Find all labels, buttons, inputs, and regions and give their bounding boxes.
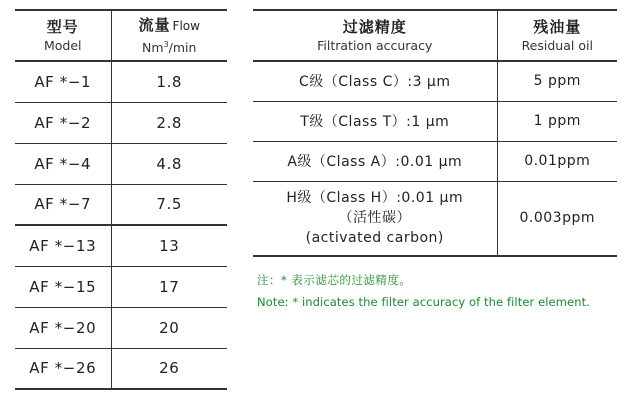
grade-cell: C级（Class C）:3 μm (253, 61, 497, 101)
oil-header-en: Residual oil (521, 37, 593, 53)
grade-cell-multiline (253, 181, 497, 256)
flow-cell: 17 (111, 266, 227, 307)
table-row (15, 184, 227, 225)
oil-cell: 0.01ppm (497, 141, 617, 181)
accuracy-header-cn: 过滤精度 (342, 17, 407, 36)
table-row (253, 181, 617, 256)
accuracy-header-en: Filtration accuracy (317, 37, 433, 53)
note-en: Note: * indicates the filter accuracy of the filter element. (257, 295, 590, 309)
flow-unit (112, 37, 228, 56)
model-header-en: Model (43, 37, 82, 53)
flow-header (111, 10, 227, 61)
accuracy-table-header-row (253, 10, 617, 61)
table-row (15, 225, 227, 266)
flow-header-title (112, 16, 228, 35)
table-row (15, 143, 227, 184)
flow-cell: 13 (111, 225, 227, 266)
flow-unit-post: /min (168, 39, 197, 55)
flow-unit-sup: 3 (163, 39, 169, 49)
flow-cell: 26 (111, 348, 227, 389)
grade-line-1: H级（Class H）:0.01 μm (286, 190, 464, 207)
model-cell: AF *−13 (15, 225, 111, 266)
grade-cell: A级（Class A）:0.01 μm (253, 141, 497, 181)
oil-cell: 5 ppm (497, 61, 617, 101)
grade-cell: T级（Class T）:1 μm (253, 101, 497, 141)
flow-cell: 4.8 (111, 143, 227, 184)
oil-cell: 0.003ppm (497, 181, 617, 256)
model-header-cn: 型号 (46, 17, 79, 36)
model-cell: AF *−7 (15, 184, 111, 225)
model-header (15, 10, 111, 61)
flow-header-en: Flow (172, 18, 200, 33)
flow-header-cn: 流量 (138, 15, 171, 34)
model-table-header-row (15, 10, 227, 61)
model-cell: AF *−4 (15, 143, 111, 184)
note-cn: 注：* 表示滤芯的过滤精度。 (257, 273, 412, 287)
table-row (253, 61, 617, 101)
model-cell: AF *−20 (15, 307, 111, 348)
flow-cell: 2.8 (111, 102, 227, 143)
model-cell: AF *−2 (15, 102, 111, 143)
model-cell: AF *−26 (15, 348, 111, 389)
flow-cell: 1.8 (111, 61, 227, 102)
flow-unit-pre: Nm (142, 39, 164, 55)
grade-line-2: （活性碳） (338, 210, 411, 227)
grade-line-3: (activated carbon) (305, 230, 444, 247)
table-row (15, 266, 227, 307)
model-cell: AF *−1 (15, 61, 111, 102)
flow-cell: 20 (111, 307, 227, 348)
accuracy-header (253, 10, 497, 61)
table-row (253, 141, 617, 181)
model-flow-table (15, 9, 227, 390)
oil-cell: 1 ppm (497, 101, 617, 141)
table-row (15, 307, 227, 348)
model-cell: AF *−15 (15, 266, 111, 307)
table-row (15, 102, 227, 143)
table-row (15, 61, 227, 102)
accuracy-oil-table (253, 9, 617, 257)
oil-header (497, 10, 617, 61)
flow-cell: 7.5 (111, 184, 227, 225)
table-row (15, 348, 227, 389)
oil-header-cn: 残油量 (533, 17, 582, 36)
table-row (253, 101, 617, 141)
